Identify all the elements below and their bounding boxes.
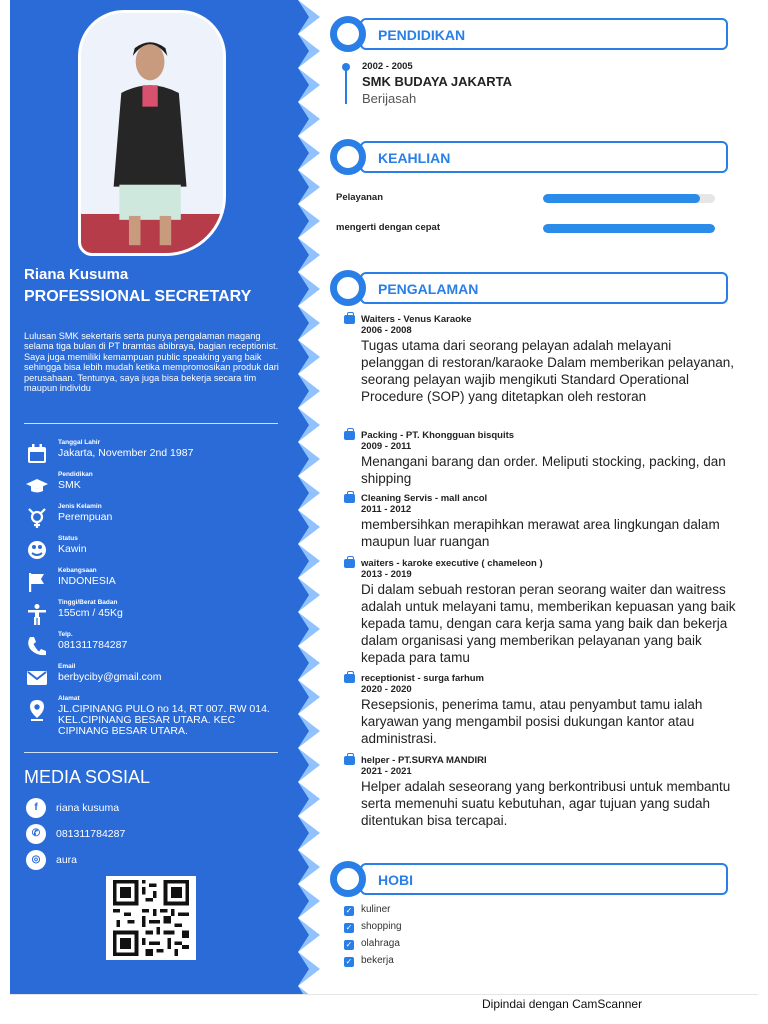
experience-desc: Resepsionis, penerima tamu, atau penyambut tamu ialah karyawan yang mengambil posisi dukungan kantor atau administrasi. xyxy=(361,697,703,746)
experience-item xyxy=(344,430,736,487)
experience-item xyxy=(344,558,736,666)
education-status: Berijasah xyxy=(362,91,417,106)
info-value: Jakarta, November 2nd 1987 xyxy=(58,447,194,459)
mail-icon xyxy=(26,667,48,689)
info-value: JL.CIPINANG PULO no 14, RT 007. RW 014. KEL.CIPINANG BESAR UTARA. KEC CIPINANG BESAR UTARA. xyxy=(58,703,270,737)
experience-desc: membersihkan merapihkan merawat area lingkungan dalam maupun luar ruangan xyxy=(361,517,720,549)
info-label: Alamat xyxy=(58,695,80,702)
profile-summary: Lulusan SMK sekertaris serta punya pengalaman magang selama tiga bulan di PT bramtas abibraya, bagian receptionist. Saya juga memiliki kemampuan public speaking yang baik sehingga bisa lebih mudah ketika mempromosikan produk dari perusahaan. Tentunya, saya juga bisa bekerja secara tim maupun individu xyxy=(24,331,279,394)
info-value: SMK xyxy=(58,479,81,491)
flag-icon xyxy=(26,571,48,593)
divider xyxy=(24,423,278,424)
section-education-header xyxy=(330,16,730,52)
info-label: Status xyxy=(58,535,78,542)
location-pin-icon xyxy=(26,699,48,721)
section-box xyxy=(360,863,728,895)
experience-item xyxy=(344,755,736,829)
experience-desc: Di dalam sebuah restoran peran seorang waiter dan waitress adalah untuk melayani tamu, memberikan kepuasan yang baik kepada tamu, dengan cara kerja sama yang baik dan bekerja dalam organisasi yang memberikan pelayanan yang baik kepada para tamu xyxy=(361,582,736,665)
person-name: Riana Kusuma xyxy=(24,266,129,283)
social-instagram[interactable] xyxy=(26,850,226,872)
info-height-weight xyxy=(24,599,286,629)
info-label: Jenis Kelamin xyxy=(58,503,102,510)
experience-years: 2013 - 2019 xyxy=(361,569,412,580)
experience-years: 2009 - 2011 xyxy=(361,441,412,452)
experience-item xyxy=(344,493,736,550)
info-status xyxy=(24,535,286,565)
section-title: HOBI xyxy=(378,872,413,888)
info-label: Tinggi/Berat Badan xyxy=(58,599,118,606)
experience-item xyxy=(344,673,736,747)
social-text: aura xyxy=(56,854,78,866)
graduation-cap-icon xyxy=(26,475,48,497)
experience-desc: Menangani barang dan order. Meliputi stocking, packing, dan shipping xyxy=(361,454,726,486)
experience-title: Packing - PT. Khongguan bisquits xyxy=(361,430,515,441)
info-nationality xyxy=(24,567,286,597)
person-icon xyxy=(26,603,48,625)
info-phone xyxy=(24,631,286,661)
section-experience-header xyxy=(330,270,730,306)
info-label: Kebangsaan xyxy=(58,567,97,574)
info-gender xyxy=(24,503,286,533)
section-hobbies-header xyxy=(330,861,730,897)
briefcase-icon xyxy=(344,315,355,324)
checkbox-icon: ✓ xyxy=(345,957,353,966)
skill-bar xyxy=(543,224,715,233)
info-value: 155cm / 45Kg xyxy=(58,607,123,619)
job-title: PROFESSIONAL SECRETARY xyxy=(24,288,252,305)
status-icon xyxy=(26,539,48,561)
briefcase-icon xyxy=(344,756,355,765)
briefcase-icon xyxy=(344,674,355,683)
section-circle-icon xyxy=(330,861,366,897)
whatsapp-icon: ✆ xyxy=(26,824,46,844)
social-facebook[interactable] xyxy=(26,798,226,820)
scanner-footer: Dipindai dengan CamScanner xyxy=(482,997,643,1011)
section-skills-header xyxy=(330,139,730,175)
section-title: PENDIDIKAN xyxy=(378,27,466,43)
page-bottom-line xyxy=(10,994,758,995)
section-circle-icon xyxy=(330,270,366,306)
experience-years: 2006 - 2008 xyxy=(361,325,412,336)
experience-desc: Tugas utama dari seorang pelayan adalah melayani pelanggan di restoran/karaoke Dalam memberikan pelayanan, seorang pelayan wajib mengikuti Standard Operational Procedure (SOP) yang ditetapkan oleh restoran xyxy=(361,338,734,404)
checkbox-icon: ✓ xyxy=(345,906,353,915)
qr-code xyxy=(106,876,196,960)
checkbox-icon: ✓ xyxy=(345,923,353,932)
education-school: SMK BUDAYA JAKARTA xyxy=(362,74,513,89)
info-value: INDONESIA xyxy=(58,575,116,587)
info-label: Telp. xyxy=(58,631,73,638)
skill-bar-fill xyxy=(543,224,715,233)
experience-title: receptionist - surga farhum xyxy=(361,673,484,684)
section-title: KEAHLIAN xyxy=(378,150,451,166)
media-social-title: MEDIA SOSIAL xyxy=(24,767,151,787)
skill-name: Pelayanan xyxy=(336,192,383,203)
info-label: Email xyxy=(58,663,76,670)
phone-icon xyxy=(26,635,48,657)
info-value: 081311784287 xyxy=(58,639,128,651)
divider xyxy=(24,752,278,753)
skill-bar-fill xyxy=(543,194,700,203)
gender-icon xyxy=(26,507,48,529)
skill-bar xyxy=(543,194,715,203)
experience-years: 2021 - 2021 xyxy=(361,766,412,777)
experience-item xyxy=(344,314,736,405)
timeline-line xyxy=(345,66,347,104)
section-title: PENGALAMAN xyxy=(378,281,479,297)
section-circle-icon xyxy=(330,16,366,52)
timeline-dot xyxy=(342,63,350,71)
skill-name: mengerti dengan cepat xyxy=(336,222,440,233)
section-box xyxy=(360,141,728,173)
experience-title: Waiters - Venus Karaoke xyxy=(361,314,472,325)
section-circle-icon xyxy=(330,139,366,175)
experience-desc: Helper adalah seseorang yang berkontribusi untuk membantu serta memenuhi suatu kebutuhan, agar tujuan yang sudah ditentukan bisa tercapai. xyxy=(361,779,731,828)
info-education xyxy=(24,471,286,501)
instagram-icon: ◎ xyxy=(26,850,46,870)
experience-title: waiters - karoke executive ( chameleon ) xyxy=(361,558,543,569)
info-email xyxy=(24,663,286,693)
profile-photo xyxy=(78,10,226,256)
info-value: Perempuan xyxy=(58,511,113,523)
facebook-icon: f xyxy=(26,798,46,818)
education-years: 2002 - 2005 xyxy=(362,61,413,72)
info-value: Kawin xyxy=(58,543,87,555)
info-label: Pendidikan xyxy=(58,471,93,478)
zigzag-border xyxy=(288,0,322,994)
info-value: berbyciby@gmail.com xyxy=(58,671,162,683)
checkbox-icon: ✓ xyxy=(345,940,353,949)
section-box xyxy=(360,18,728,50)
social-whatsapp[interactable] xyxy=(26,824,226,846)
briefcase-icon xyxy=(344,494,355,503)
info-label: Tanggal Lahir xyxy=(58,439,101,446)
calendar-icon xyxy=(26,443,48,465)
experience-title: helper - PT.SURYA MANDIRI xyxy=(361,755,487,766)
briefcase-icon xyxy=(344,559,355,568)
experience-years: 2020 - 2020 xyxy=(361,684,412,695)
section-box xyxy=(360,272,728,304)
info-address xyxy=(24,695,286,739)
experience-years: 2011 - 2012 xyxy=(361,504,412,515)
experience-title: Cleaning Servis - mall ancol xyxy=(361,493,488,504)
social-text: 081311784287 xyxy=(56,828,126,840)
sidebar xyxy=(10,0,298,994)
briefcase-icon xyxy=(344,431,355,440)
social-text: riana kusuma xyxy=(56,802,120,814)
info-birth xyxy=(24,439,286,469)
